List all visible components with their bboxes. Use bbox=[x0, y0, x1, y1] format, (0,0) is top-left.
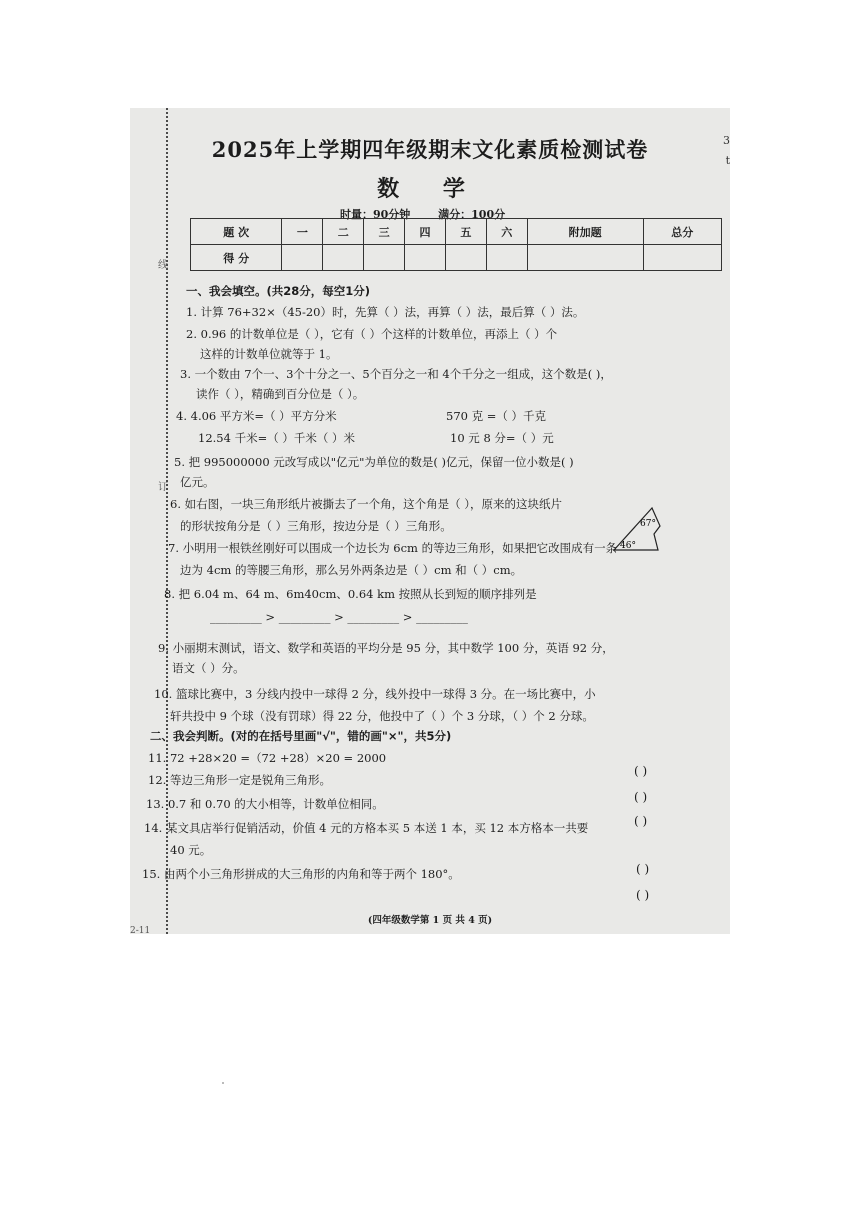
time-limit: 时量：90分钟 bbox=[340, 208, 411, 221]
question-line: 1. 计算 76+32×（45-20）时，先算（ ）法，再算（ ）法，最后算（ ）法。 bbox=[186, 305, 585, 319]
margin-mark-line: 线 bbox=[158, 260, 168, 271]
score-row-label: 得 分 bbox=[191, 245, 282, 271]
question-line: 3. 一个数由 7个一、3个十分之一、5个百分之一和 4个千分之一组成，这个数是( )， bbox=[180, 367, 612, 381]
angle-label-bottom: 46° bbox=[620, 541, 636, 551]
edge-mark: 3 bbox=[723, 134, 730, 147]
question-line: 4. 4.06 平方米=（ ）平方分米 bbox=[176, 409, 337, 423]
score-cell: 总分 bbox=[643, 219, 721, 245]
exam-subject: 数 学 bbox=[377, 176, 483, 202]
question-line: 边为 4cm 的等腰三角形，那么另外两条边是（ ）cm 和（ ）cm。 bbox=[180, 563, 523, 577]
question-line: 这样的计数单位就等于 1。 bbox=[200, 347, 338, 361]
question-line: 9. 小丽期末测试，语文、数学和英语的平均分是 95 分，其中数学 100 分，英语 92 分， bbox=[158, 641, 614, 655]
judge-line: 13. 0.7 和 0.70 的大小相等，计数单位相同。 bbox=[146, 797, 384, 811]
judge-line: 14. 某文具店举行促销活动，价值 4 元的方格本买 5 本送 1 本，买 12 本方格本一共要 bbox=[144, 821, 589, 835]
stray-dot bbox=[222, 1082, 224, 1084]
question-line: 5. 把 995000000 元改写成以"亿元"为单位的数是( )亿元，保留一位小数是( ) bbox=[174, 455, 574, 469]
score-cell: 四 bbox=[405, 219, 446, 245]
score-blank[interactable] bbox=[282, 245, 323, 271]
exam-photo bbox=[130, 108, 730, 934]
score-blank[interactable] bbox=[445, 245, 486, 271]
exam-title: 2025年上学期四年级期末文化素质检测试卷 bbox=[211, 137, 649, 162]
section1-heading: 一、我会填空。(共28分，每空1分) bbox=[186, 284, 371, 298]
question-line: 的形状按角分是（ ）三角形，按边分是（ ）三角形。 bbox=[180, 519, 452, 533]
torn-triangle-figure bbox=[612, 504, 662, 554]
score-cell: 二 bbox=[323, 219, 364, 245]
question-line: 轩共投中 9 个球（没有罚球）得 22 分，他投中了（ ）个 3 分球，（ ）个 2 分球。 bbox=[170, 709, 594, 723]
judge-line: 40 元。 bbox=[170, 843, 212, 857]
score-table bbox=[190, 218, 722, 271]
judge-line: 11. 72 +28×20 =（72 +28）×20 = 2000 bbox=[148, 751, 387, 765]
question-line: 12.54 千米=（ ）千米（ ）米 bbox=[198, 431, 356, 445]
ordering-blanks[interactable]: _________ > _________ > _________ > _________ bbox=[210, 610, 468, 624]
score-cell: 题 次 bbox=[191, 219, 282, 245]
page-footer: (四年级数学第 1 页 共 4 页) bbox=[367, 915, 493, 926]
score-table-header-row bbox=[191, 219, 722, 245]
score-table-score-row bbox=[191, 245, 722, 271]
answer-paren[interactable]: ( ) bbox=[634, 764, 648, 778]
section2-heading: 二、我会判断。(对的在括号里画"√"，错的画"×"，共5分) bbox=[150, 729, 452, 743]
full-score: 满分：100分 bbox=[438, 208, 506, 221]
score-blank[interactable] bbox=[364, 245, 405, 271]
score-blank[interactable] bbox=[643, 245, 721, 271]
score-blank[interactable] bbox=[527, 245, 643, 271]
corner-smudge: 2-11 bbox=[130, 926, 151, 934]
answer-paren[interactable]: ( ) bbox=[636, 862, 650, 876]
question-line: 10 元 8 分=（ ）元 bbox=[450, 431, 554, 445]
question-line: 语文（ ）分。 bbox=[172, 661, 245, 675]
answer-paren[interactable]: ( ) bbox=[634, 790, 648, 804]
score-cell: 一 bbox=[282, 219, 323, 245]
question-line: 10. 篮球比赛中，3 分线内投中一球得 2 分，线外投中一球得 3 分。在一场比赛中，小 bbox=[154, 687, 596, 701]
question-line: 亿元。 bbox=[180, 475, 215, 489]
question-line: 8. 把 6.04 m、64 m、6m40cm、0.64 km 按照从长到短的顺序排列是 bbox=[164, 587, 537, 601]
answer-paren[interactable]: ( ) bbox=[636, 888, 650, 902]
margin-mark-bind: 订 bbox=[158, 482, 168, 493]
judge-line: 12. 等边三角形一定是锐角三角形。 bbox=[148, 773, 331, 787]
judge-line: 15. 由两个小三角形拼成的大三角形的内角和等于两个 180°。 bbox=[142, 867, 460, 881]
score-blank[interactable] bbox=[486, 245, 527, 271]
score-blank[interactable] bbox=[323, 245, 364, 271]
edge-mark: t bbox=[725, 154, 730, 167]
score-cell: 三 bbox=[364, 219, 405, 245]
score-cell: 五 bbox=[445, 219, 486, 245]
angle-label-top: 67° bbox=[640, 519, 656, 529]
score-cell: 六 bbox=[486, 219, 527, 245]
score-blank[interactable] bbox=[405, 245, 446, 271]
question-line: 读作（ ），精确到百分位是（ ）。 bbox=[196, 387, 365, 401]
question-line: 570 克 =（ ）千克 bbox=[446, 409, 547, 423]
question-line: 2. 0.96 的计数单位是（ ），它有（ ）个这样的计数单位，再添上（ ）个 bbox=[186, 327, 558, 341]
question-line: 6. 如右图，一块三角形纸片被撕去了一个角，这个角是（ ），原来的这块纸片 bbox=[170, 497, 563, 511]
answer-paren[interactable]: ( ) bbox=[634, 814, 648, 828]
question-line: 7. 小明用一根铁丝刚好可以围成一个边长为 6cm 的等边三角形，如果把它改围成有一条 bbox=[168, 541, 618, 555]
score-cell: 附加题 bbox=[527, 219, 643, 245]
